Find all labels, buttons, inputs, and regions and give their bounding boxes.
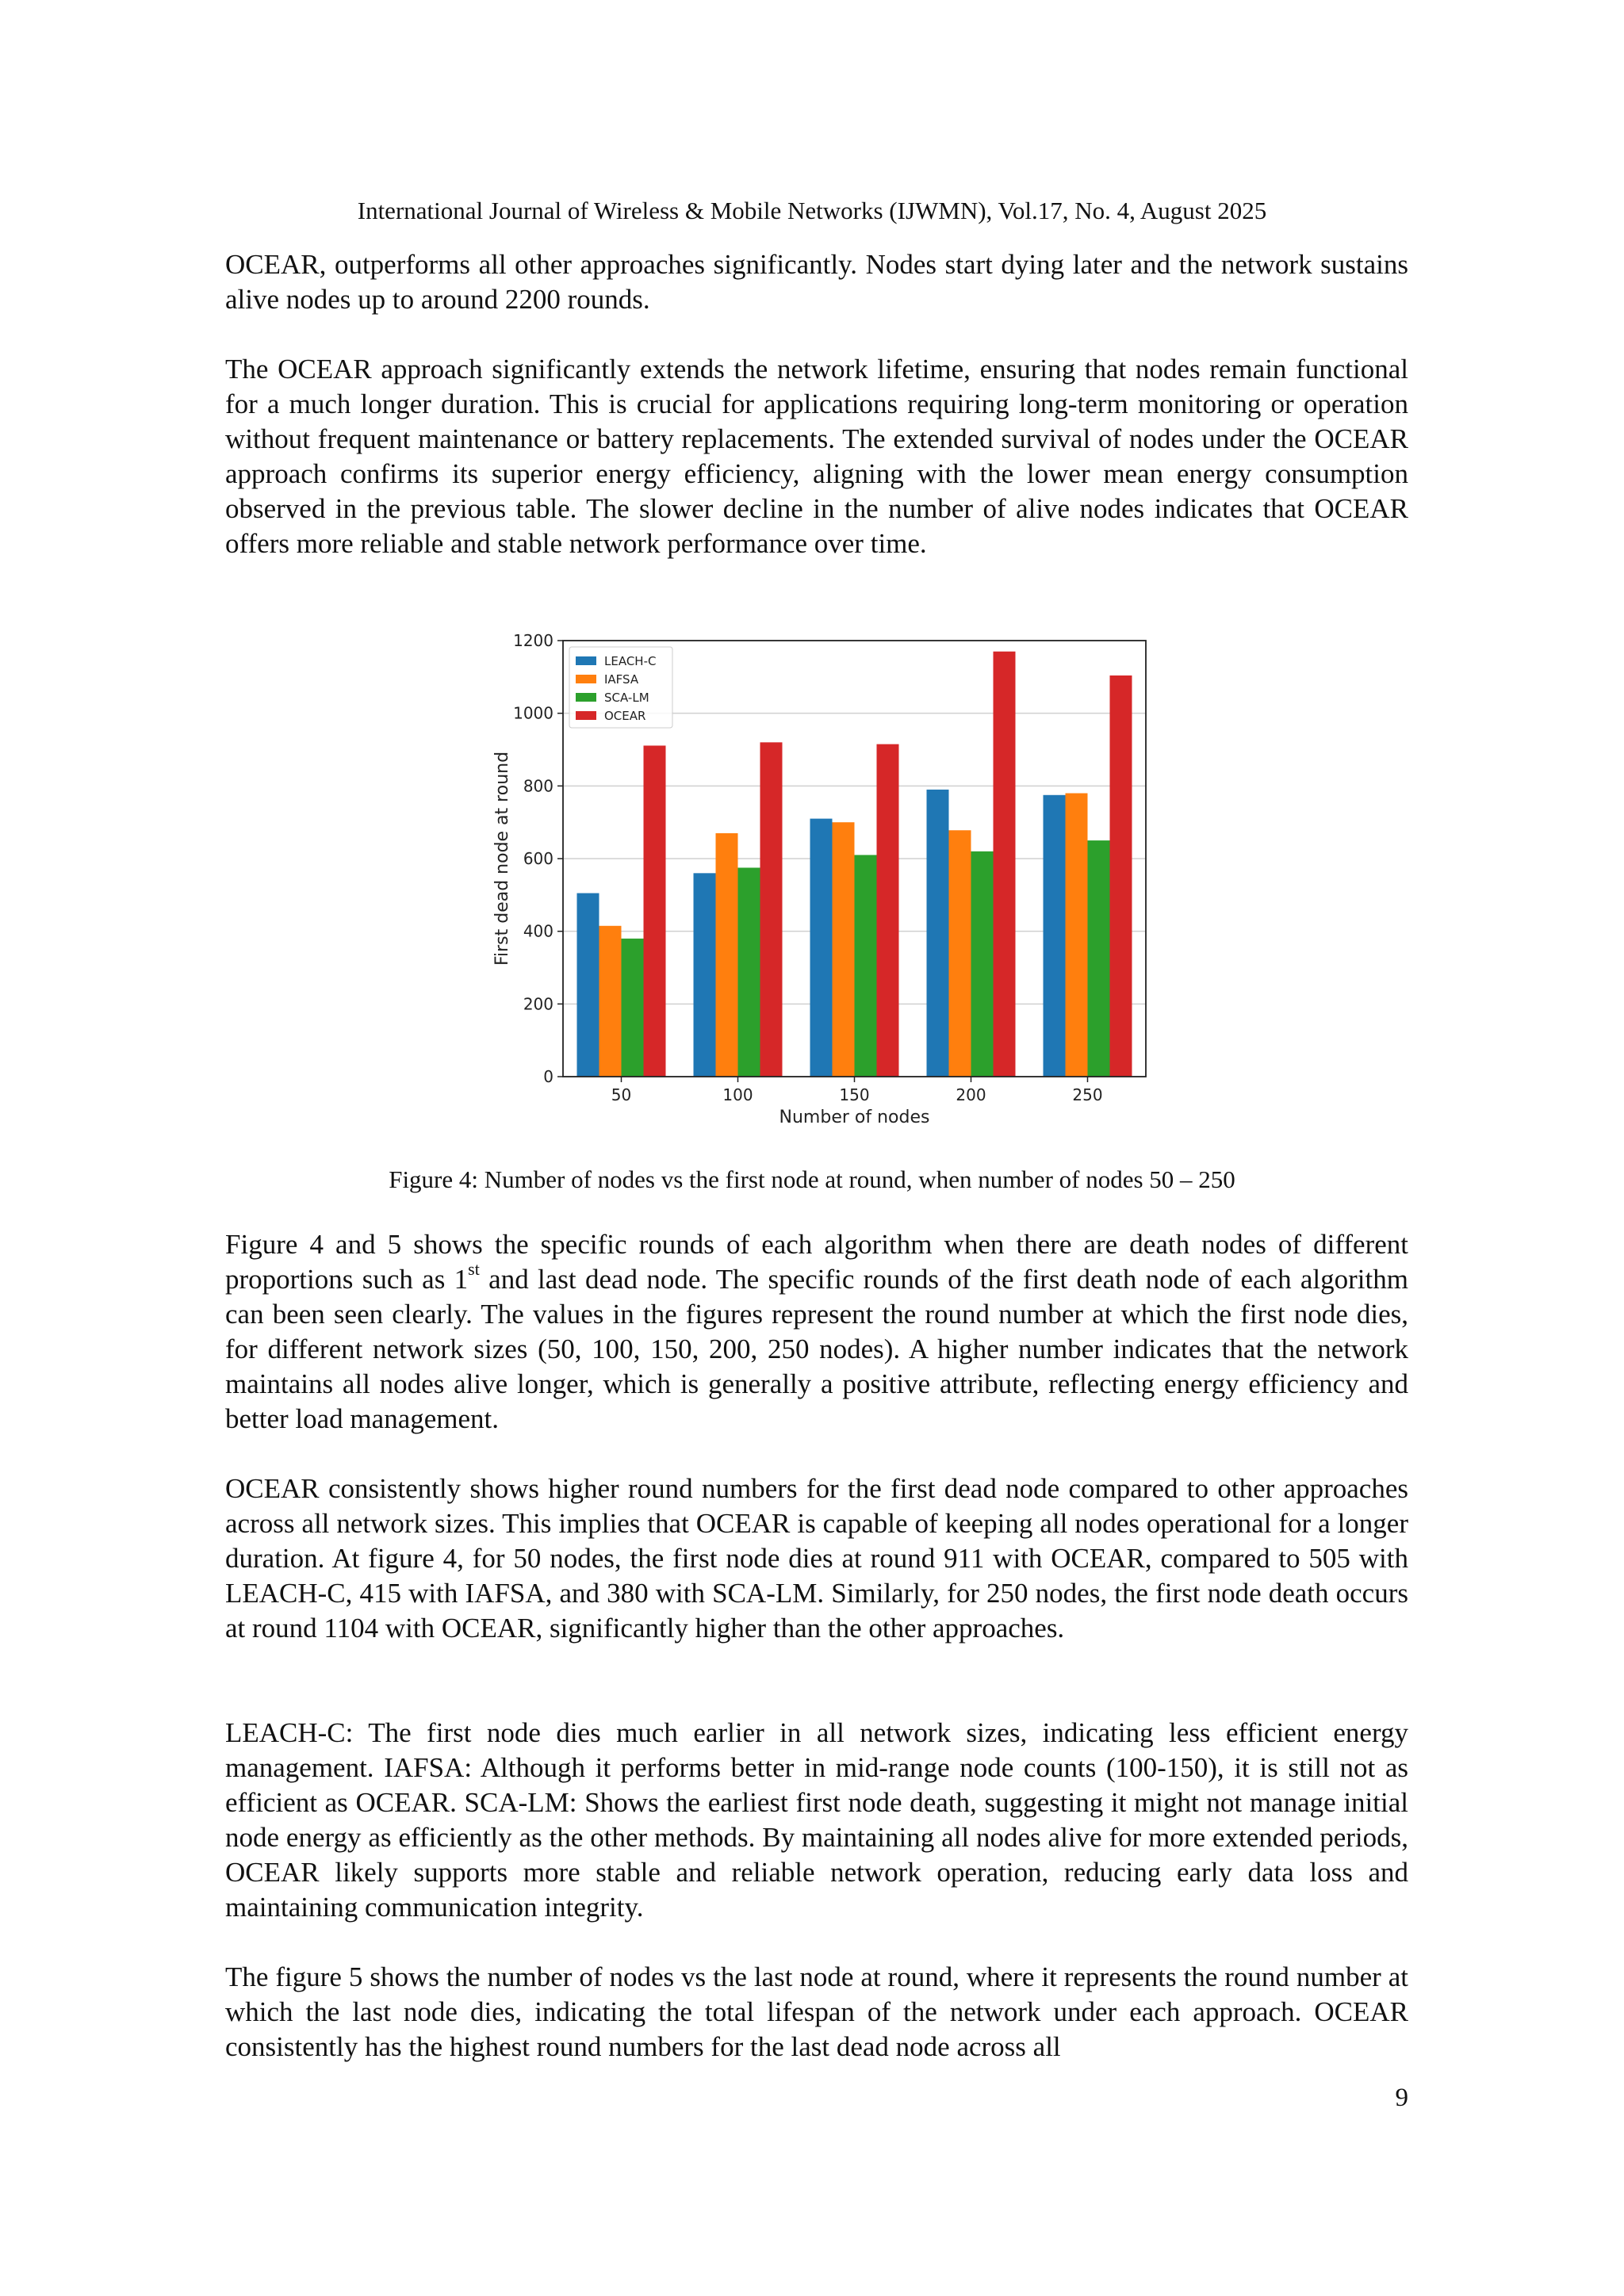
bar-iafsa-150	[833, 822, 855, 1077]
bar-leach-c-250	[1044, 795, 1066, 1077]
bar-sca-lm-50	[622, 939, 644, 1077]
legend-swatch-leach-c	[576, 656, 596, 665]
bar-iafsa-200	[949, 830, 971, 1077]
paragraph-6	[225, 1960, 1408, 2064]
paragraph-1-text: OCEAR, outperforms all other approaches significantly. Nodes start dying later and the network sustains alive nodes up to around 2200 rounds.	[225, 249, 1408, 315]
legend-swatch-ocear	[576, 711, 596, 720]
bar-leach-c-150	[810, 819, 833, 1077]
figure-4-chart	[476, 626, 1158, 1134]
x-tick-label: 100	[722, 1085, 753, 1104]
bar-ocear-200	[994, 652, 1016, 1077]
ordinal-superscript: st	[468, 1259, 480, 1280]
x-tick-label: 150	[839, 1085, 870, 1104]
legend-swatch-iafsa	[576, 675, 596, 683]
x-tick-label: 50	[611, 1085, 632, 1104]
bar-sca-lm-200	[971, 851, 994, 1077]
x-tick-label: 250	[1072, 1085, 1103, 1104]
figure-4-caption: Figure 4: Number of nodes vs the first node at round, when number of nodes 50 – 250	[389, 1165, 1235, 1193]
x-tick-label: 200	[956, 1085, 986, 1104]
bar-ocear-150	[877, 744, 899, 1077]
y-tick-label: 1000	[513, 703, 553, 723]
bar-leach-c-200	[927, 790, 949, 1077]
paragraph-5	[225, 1716, 1408, 1925]
paragraph-4	[225, 1471, 1408, 1646]
paragraph-3	[225, 1227, 1408, 1437]
paragraph-2	[225, 352, 1408, 561]
journal-header: International Journal of Wireless & Mobile Networks (IJWMN), Vol.17, No. 4, August 2025	[357, 197, 1267, 224]
bar-sca-lm-250	[1088, 840, 1110, 1077]
bar-ocear-250	[1110, 675, 1132, 1077]
bar-iafsa-250	[1066, 794, 1088, 1077]
legend-label-leach-c: LEACH-C	[604, 654, 657, 668]
y-tick-label: 800	[523, 776, 553, 796]
bar-iafsa-100	[716, 833, 738, 1077]
legend-label-ocear: OCEAR	[604, 709, 646, 723]
bar-iafsa-50	[599, 926, 622, 1077]
legend-label-sca-lm: SCA-LM	[604, 691, 649, 705]
bar-sca-lm-100	[738, 867, 760, 1077]
paragraph-4-text: OCEAR consistently shows higher round numbers for the first dead node compared to other approaches across all network sizes. This implies that OCEAR is capable of keeping all nodes operational for a longer duration. At figure 4, for 50 nodes, the first node dies at round 911 with OCEAR, compared to 505 with LEACH-C, 415 with IAFSA, and 380 with SCA-LM. Similarly, for 250 nodes, the first node death occurs at round 1104 with OCEAR, significantly higher than the other approaches.	[225, 1473, 1408, 1644]
y-tick-label: 600	[523, 849, 553, 868]
paragraph-1	[225, 247, 1408, 317]
bar-chart	[476, 626, 1158, 1134]
y-tick-label: 400	[523, 921, 553, 941]
paragraph-2-text: The OCEAR approach significantly extends the network lifetime, ensuring that nodes remain functional for a much longer duration. This is crucial for applications requiring long-term monitoring or operation without frequent maintenance or battery replacements. The extended survival of nodes under the OCEAR approach confirms its superior energy efficiency, aligning with the lower mean energy consumption observed in the previous table. The slower decline in the number of alive nodes indicates that OCEAR offers more reliable and stable network performance over time.	[225, 354, 1408, 559]
y-axis-label: First dead node at round	[492, 751, 512, 966]
bar-ocear-50	[644, 745, 666, 1077]
page-number: 9	[1395, 2084, 1408, 2112]
bar-ocear-100	[760, 742, 783, 1077]
bar-leach-c-100	[694, 873, 716, 1077]
bar-sca-lm-150	[855, 855, 877, 1077]
x-axis-label: Number of nodes	[779, 1108, 930, 1127]
paragraph-6-text: The figure 5 shows the number of nodes vs the last node at round, where it represents the round number at which the last node dies, indicating the total lifespan of the network under each approach. OCEAR consistently has the highest round numbers for the last dead node across all	[225, 1961, 1408, 2062]
y-tick-label: 0	[543, 1067, 553, 1086]
paragraph-3-part-a: Figure 4 and 5 shows the specific rounds of each algorithm when there are death nodes of different proportions such as 1	[225, 1229, 1408, 1295]
legend-swatch-sca-lm	[576, 693, 596, 702]
y-tick-label: 1200	[513, 631, 553, 650]
legend-label-iafsa: IAFSA	[604, 672, 639, 687]
paragraph-3-part-b: and last dead node. The specific rounds of the first death node of each algorithm can been seen clearly. The values in the figures represent the round number at which the first node dies, for different network sizes (50, 100, 150, 200, 250 nodes). A higher number indicates that the network maintains all nodes alive longer, which is generally a positive attribute, reflecting energy efficiency and better load management.	[225, 1264, 1408, 1434]
paragraph-3-text	[225, 1227, 1408, 1437]
paragraph-5-text: LEACH-C: The first node dies much earlier in all network sizes, indicating less efficient energy management. IAFSA: Although it performs better in mid-range node counts (100-150), it is still not as efficient as OCEAR. SCA-LM: Shows the earliest first node death, suggesting it might not manage initial node energy as efficiently as the other methods. By maintaining all nodes alive for more extended periods, OCEAR likely supports more stable and reliable network operation, reducing early data loss and maintaining communication integrity.	[225, 1717, 1408, 1923]
y-tick-label: 200	[523, 994, 553, 1014]
bar-leach-c-50	[577, 894, 599, 1077]
